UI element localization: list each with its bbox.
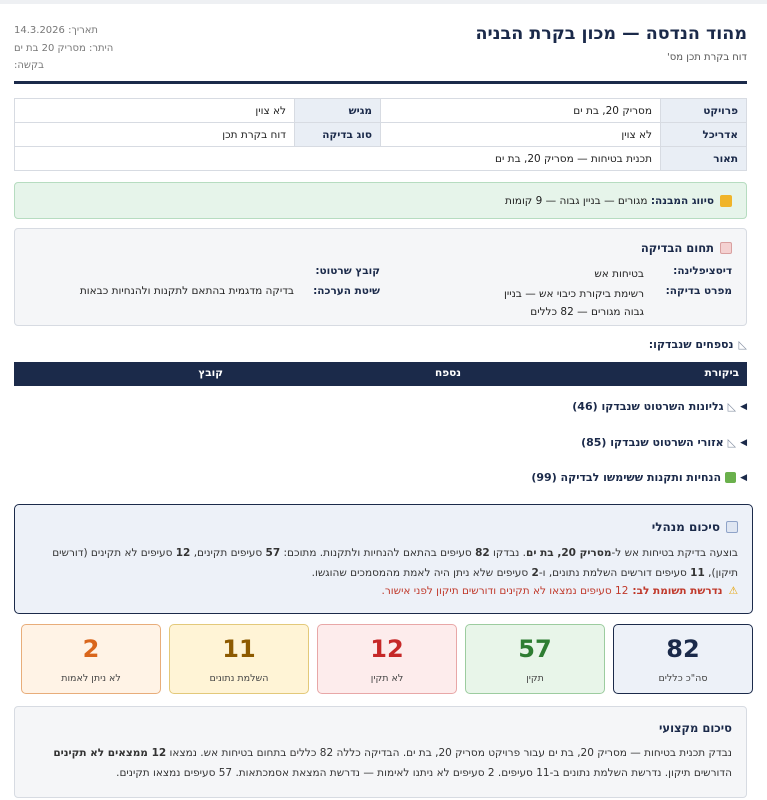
classification-label: סיווג המבנה: [650,194,714,207]
project-value: מסריק 20, בת ים [381,99,661,123]
executive-title: סיכום מנהלי [652,520,738,534]
scope-details [32,265,732,318]
description-label: תאור [661,147,747,171]
submitter-value: לא צוין [15,99,295,123]
check-type-label: סוג בדיקה [295,123,381,147]
stat-card-total [613,624,753,694]
caret-left-icon: ◀ [740,401,747,412]
stat-total-label: סה"כ כללים [658,673,708,684]
info-row [15,123,747,147]
professional-title: סיכום מקצועי [659,721,732,735]
caret-left-icon: ◀ [740,437,747,448]
description-value: תכנית בטיחות — מסריק 20, בת ים [15,147,661,171]
project-label: פרויקט [661,99,747,123]
submitter-label: מגיש [295,99,381,123]
scope-row [32,285,732,318]
stat-bad-value: 12 [370,635,404,663]
stat-total-value: 82 [666,635,700,663]
report-meta [14,22,113,75]
appendix-table-header [14,362,747,386]
executive-summary [14,504,753,614]
report-subtitle: דוח בקרת תכן מס' [667,52,747,63]
appendix-title: ◺ נספחים שנבדקו: [648,338,747,351]
architect-label: אדריכל [661,123,747,147]
info-row [15,99,747,123]
info-row [15,147,747,171]
meta-date: תאריך: 14.3.2026 [14,25,98,36]
stat-card-unverified [21,624,161,694]
stat-unverified-label: לא ניתן לאמות [61,673,121,684]
stat-ok-value: 57 [518,635,552,663]
check-type-value: דוח בקרת תכן [15,123,295,147]
bar-chart-icon [726,521,738,533]
method-label: שיטת הערכה: [313,285,380,297]
appendix-row-sheets[interactable]: ◀ ◺ גליונות השרטוט שנבדקו (46) [572,400,747,413]
professional-summary [14,706,747,798]
classification-value: מגורים — בניין גבוה — 9 קומות [505,194,648,207]
project-info-table [14,98,747,171]
construction-icon [720,195,732,207]
stat-card-ok [465,624,605,694]
attention-warning: ⚠ נדרשת תשומת לב: 12 סעיפים נמצאו לא תקינים ודורשים תיקון לפני אישור. [381,585,738,597]
architect-value: לא צוין [381,123,661,147]
ruler-icon: ◺ [738,338,747,351]
stat-ok-label: תקין [526,673,544,684]
spec-value: רשימת ביקורת כיבוי אש — בניין גבוה מגורים — 82 כללים [504,288,644,318]
stat-card-data [169,624,309,694]
executive-text: בוצעה בדיקת בטיחות אש ל-מסריק 20, בת ים. נבדקו 82 סעיפים בהתאם להנחיות ולתקנות. מתוכם: 57 סעיפים תקינים, 12 סעיפים לא תקינים (דורשים תיקון), 11 סעיפים דורשים השלמת נתונים, ו-2 סעיפים שלא ניתן היה לאמת מהמסמכים שהוגשו. [52,547,738,579]
spec-label: מפרט בדיקה: [665,285,732,297]
discipline-value: בטיחות אש [594,268,644,280]
inspection-scope [14,228,747,326]
scope-row [32,265,732,285]
scope-title: תחום הבדיקה [641,241,732,255]
appendix-row-areas[interactable]: ◀ ◺ אזורי השרטוט שנבדקו (85) [581,436,747,449]
caret-left-icon: ◀ [740,472,747,483]
stat-bad-label: לא תקין [370,673,404,684]
file-label: קובץ שרטוט: [315,265,380,277]
warning-icon: ⚠ [728,585,738,597]
ruler-icon: ◺ [727,436,737,449]
meta-request: בקשה: [14,60,44,71]
report-header [14,4,747,82]
building-classification [14,182,747,219]
stat-data-value: 11 [222,635,256,663]
stat-card-bad [317,624,457,694]
col-review: ביקורת [704,367,739,379]
clipboard-icon [720,242,732,254]
header-divider [14,81,747,84]
col-file: קובץ [198,367,223,379]
page-title: מהוד הנדסה — מכון בקרת הבניה [475,24,747,44]
stat-unverified-value: 2 [82,635,100,663]
stat-data-label: השלמת נתונים [209,673,269,684]
discipline-label: דיסציפלינה: [673,265,732,277]
meta-permit: היתר: מסריק 20 בת ים [14,42,114,54]
col-appendix: נספח [434,367,461,379]
ruler-icon: ◺ [727,400,737,413]
professional-text: נבדק תכנית בטיחות — מסריק 20, בת ים עבור פרויקט מסריק 20, בת ים. הבדיקה כללה 82 כללים בתחום בטיחות אש. נמצאו 12 ממצאים לא תקינים הדורשים תיקון. נדרשת השלמת נתונים ב-11 סעיפים. 2 סעיפים לא ניתנו לאימות — נדרשת המצאת אסמכתאות. 57 סעיפים נמצאו תקינים. [53,747,732,779]
method-value: בדיקה מדגמית בהתאם לתקנות ולהנחיות כבאות [79,285,294,297]
appendix-row-regulations[interactable]: ◀ הנחיות ותקנות ששימשו לבדיקה (99) [531,471,747,484]
books-icon [725,472,736,483]
